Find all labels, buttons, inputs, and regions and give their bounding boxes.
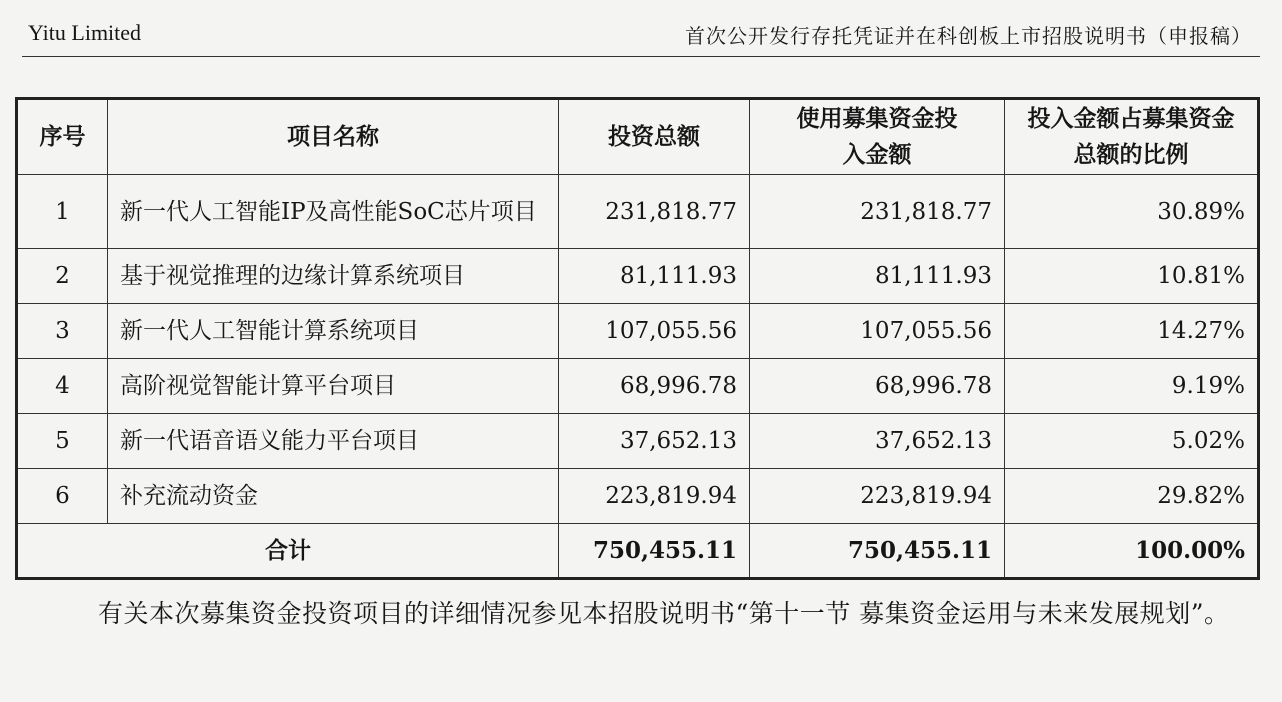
table-row — [17, 414, 1259, 469]
total-label: 合计 — [17, 524, 559, 579]
row-total: 231,818.77 — [559, 175, 750, 249]
row-project-name: 补充流动资金 — [108, 469, 559, 524]
row-total: 107,055.56 — [559, 304, 750, 359]
table-row — [17, 304, 1259, 359]
row-total: 81,111.93 — [559, 249, 750, 304]
row-ratio: 5.02% — [1005, 414, 1259, 469]
footnote-paragraph: 有关本次募集资金投资项目的详细情况参见本招股说明书“第十一节 募集资金运用与未来发展规划”。 — [98, 599, 1230, 628]
row-index: 5 — [17, 414, 108, 469]
row-total: 223,819.94 — [559, 469, 750, 524]
row-ratio: 29.82% — [1005, 469, 1259, 524]
row-project-name: 新一代人工智能IP及高性能SoC芯片项目 — [108, 175, 559, 249]
row-raised: 223,819.94 — [750, 469, 1005, 524]
row-project-name: 新一代语音语义能力平台项目 — [108, 414, 559, 469]
table-row — [17, 469, 1259, 524]
document-title: 首次公开发行存托凭证并在科创板上市招股说明书（申报稿） — [685, 24, 1252, 48]
row-index: 1 — [17, 175, 108, 249]
row-ratio: 14.27% — [1005, 304, 1259, 359]
row-raised: 231,818.77 — [750, 175, 1005, 249]
row-ratio: 30.89% — [1005, 175, 1259, 249]
table-header-row — [17, 99, 1259, 175]
row-project-name: 基于视觉推理的边缘计算系统项目 — [108, 249, 559, 304]
row-index: 4 — [17, 359, 108, 414]
row-ratio: 10.81% — [1005, 249, 1259, 304]
row-raised: 68,996.78 — [750, 359, 1005, 414]
table-total-row — [17, 524, 1259, 579]
total-investment-sum: 750,455.11 — [559, 524, 750, 579]
row-raised: 81,111.93 — [750, 249, 1005, 304]
table-row — [17, 359, 1259, 414]
row-project-name: 新一代人工智能计算系统项目 — [108, 304, 559, 359]
header-total-investment: 投资总额 — [559, 99, 750, 175]
header-raised-funds: 使用募集资金投入金额 — [750, 99, 1005, 175]
row-ratio: 9.19% — [1005, 359, 1259, 414]
row-total: 37,652.13 — [559, 414, 750, 469]
fund-usage-table — [15, 97, 1260, 580]
row-raised: 107,055.56 — [750, 304, 1005, 359]
header-index: 序号 — [17, 99, 108, 175]
total-ratio-sum: 100.00% — [1005, 524, 1259, 579]
row-project-name: 高阶视觉智能计算平台项目 — [108, 359, 559, 414]
header-project-name: 项目名称 — [108, 99, 559, 175]
header-ratio: 投入金额占募集资金总额的比例 — [1005, 99, 1259, 175]
row-index: 6 — [17, 469, 108, 524]
row-index: 3 — [17, 304, 108, 359]
company-name: Yitu Limited — [28, 20, 142, 45]
header-divider — [22, 56, 1260, 57]
row-index: 2 — [17, 249, 108, 304]
table-row — [17, 175, 1259, 249]
table-row — [17, 249, 1259, 304]
total-raised-sum: 750,455.11 — [750, 524, 1005, 579]
row-total: 68,996.78 — [559, 359, 750, 414]
row-raised: 37,652.13 — [750, 414, 1005, 469]
